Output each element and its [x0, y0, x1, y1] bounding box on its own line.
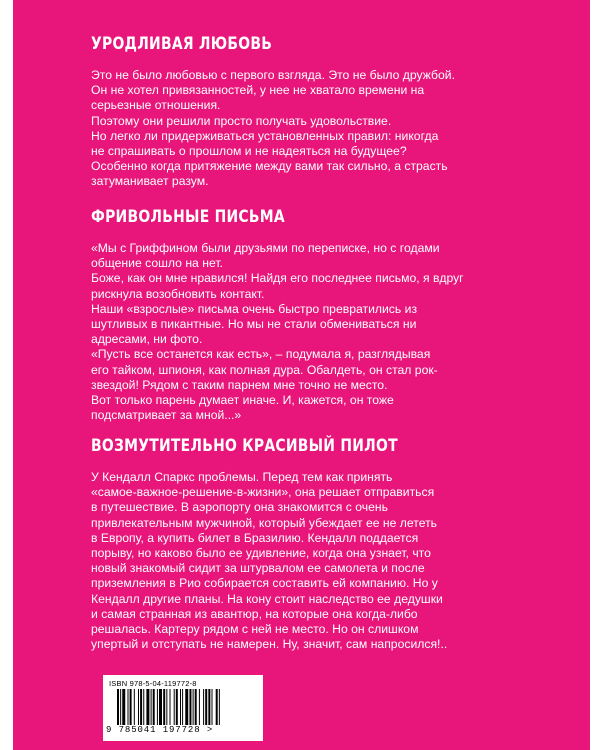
barcode-bar [182, 689, 183, 725]
blurb-line: Наши «взрослые» письма очень быстро превратились из [91, 301, 418, 316]
barcode-bar [130, 689, 132, 725]
barcode-bar [166, 689, 167, 725]
blurb-line: «Мы с Гриффином были друзьями по переписке, но с годами [91, 241, 440, 255]
barcode-bar [219, 689, 220, 725]
barcode-bar [208, 689, 210, 725]
barcode-bar [134, 689, 135, 725]
barcode-number: 9 785041 197728 > [106, 725, 214, 735]
section-blurb [91, 241, 551, 423]
blurb-line: новый знакомый сидит за штурвалом ее самолета и после [91, 561, 425, 576]
blurb-line: упертый и отступать не намерен. Ну, значит, сам напросился!.. [91, 637, 448, 652]
blurb-line: «самое-важное-решение-в-жизни», она решает отправиться [91, 485, 435, 500]
barcode-bar [122, 689, 125, 725]
barcode-bar [189, 689, 191, 725]
barcode-bar [153, 689, 155, 725]
blurb-line: его тайком, шпионя, как полная дура. Обалдеть, он стал рок- [91, 362, 438, 377]
blurb-line: решалась. Картеру рядом с ней не место. Но он слишком [91, 622, 419, 637]
blurb-line: в Европу, а купить билет в Бразилию. Кендалл поддается [91, 530, 419, 545]
blurb-line: адресами, ни фото. [91, 332, 203, 347]
section-title: ФРИВОЛЬНЫЕ ПИСЬМА [91, 207, 285, 227]
barcode-bar [140, 689, 142, 725]
section-handsome-pilot [91, 436, 551, 652]
isbn-label: ISBN 978-5-04-119772-8 [109, 679, 197, 688]
blurb-line: затуманивает разум. [91, 174, 209, 189]
barcode-bar [146, 689, 149, 725]
blurb-line: Вот только парень думает иначе. И, кажется, он тоже [91, 393, 394, 408]
blurb-line: привлекательным мужчиной, который убеждает ее не лететь [91, 515, 438, 530]
barcode-bar [216, 689, 218, 725]
blurb-line: не спрашивать о прошлом и не надеяться на будущее? [91, 144, 407, 159]
section-title: УРОДЛИВАЯ ЛЮБОВЬ [91, 34, 273, 54]
section-blurb [91, 68, 551, 190]
barcode-bar [185, 689, 188, 725]
barcode-bar [151, 689, 152, 725]
barcode-bar [159, 689, 162, 725]
blurb-line: в путешествие. В аэропорту она знакомится с очень [91, 500, 388, 515]
barcode-bar [199, 689, 200, 725]
blurb-line: общение сошло на нет. [91, 256, 223, 271]
blurb-line: Он не хотел привязанностей, у нее не хватало времени на [91, 83, 425, 98]
barcode-bar [205, 689, 207, 725]
blurb-line: и самая странная из авантюр, на которые она когда-либо [91, 606, 418, 621]
barcode-bar [157, 689, 158, 725]
barcode-bar [174, 689, 175, 725]
pink-back-cover [13, 0, 590, 750]
barcode-bar [143, 689, 144, 725]
barcode-bar [203, 689, 204, 725]
blurb-line: приземления в Рио собирается составить ей компанию. Но у [91, 576, 438, 591]
barcode-bar [138, 689, 139, 725]
barcode-bar [120, 689, 121, 725]
section-blurb [91, 470, 551, 652]
blurb-line: У Кендалл Спаркс проблемы. Перед тем как принять [91, 470, 393, 484]
blurb-line: серьезные отношения. [91, 98, 221, 113]
isbn-barcode [103, 675, 263, 741]
barcode-bar [128, 689, 129, 725]
barcode-bar [180, 689, 181, 725]
blurb-line: подсматривает за мной...» [91, 408, 242, 423]
blurb-line: Особенно когда притяжение между вами так сильно, а страсть [91, 159, 448, 174]
section-frivolous-letters [91, 207, 551, 423]
section-ugly-love [91, 34, 551, 190]
blurb-line: Кендалл другие планы. На кону стоит наследство ее дедушки [91, 591, 443, 606]
barcode-bar [170, 689, 171, 725]
barcode-bar [212, 689, 213, 725]
blurb-line: шутливых в пикантные. Но мы не стали обмениваться ни [91, 317, 417, 332]
barcode-bar [193, 689, 194, 725]
section-title: ВОЗМУТИТЕЛЬНО КРАСИВЫЙ ПИЛОТ [91, 436, 398, 456]
barcode-bar [176, 689, 178, 725]
barcode-bar [195, 689, 197, 725]
barcode-bar [163, 689, 165, 725]
blurb-line: порыву, но каково было ее удивление, когда она узнает, что [91, 546, 431, 561]
blurb-line: Боже, как он мне нравился! Найдя его последнее письмо, я вдруг [91, 271, 464, 286]
blurb-line: звездой! Рядом с таким парнем мне точно не место. [91, 377, 388, 392]
blurb-line: Это не было любовью с первого взгляда. Это не было дружбой. [91, 68, 455, 82]
blurb-line: Поэтому они решили просто получать удовольствие. [91, 113, 392, 128]
barcode-bar [117, 689, 119, 725]
blurb-line: Но легко ли придерживаться установленных правил: никогда [91, 128, 439, 143]
blurb-line: рискнула возобновить контакт. [91, 286, 265, 301]
barcode-bars [117, 689, 255, 725]
blurb-line: «Пусть все останется как есть», – подумала я, разглядывая [91, 347, 431, 362]
